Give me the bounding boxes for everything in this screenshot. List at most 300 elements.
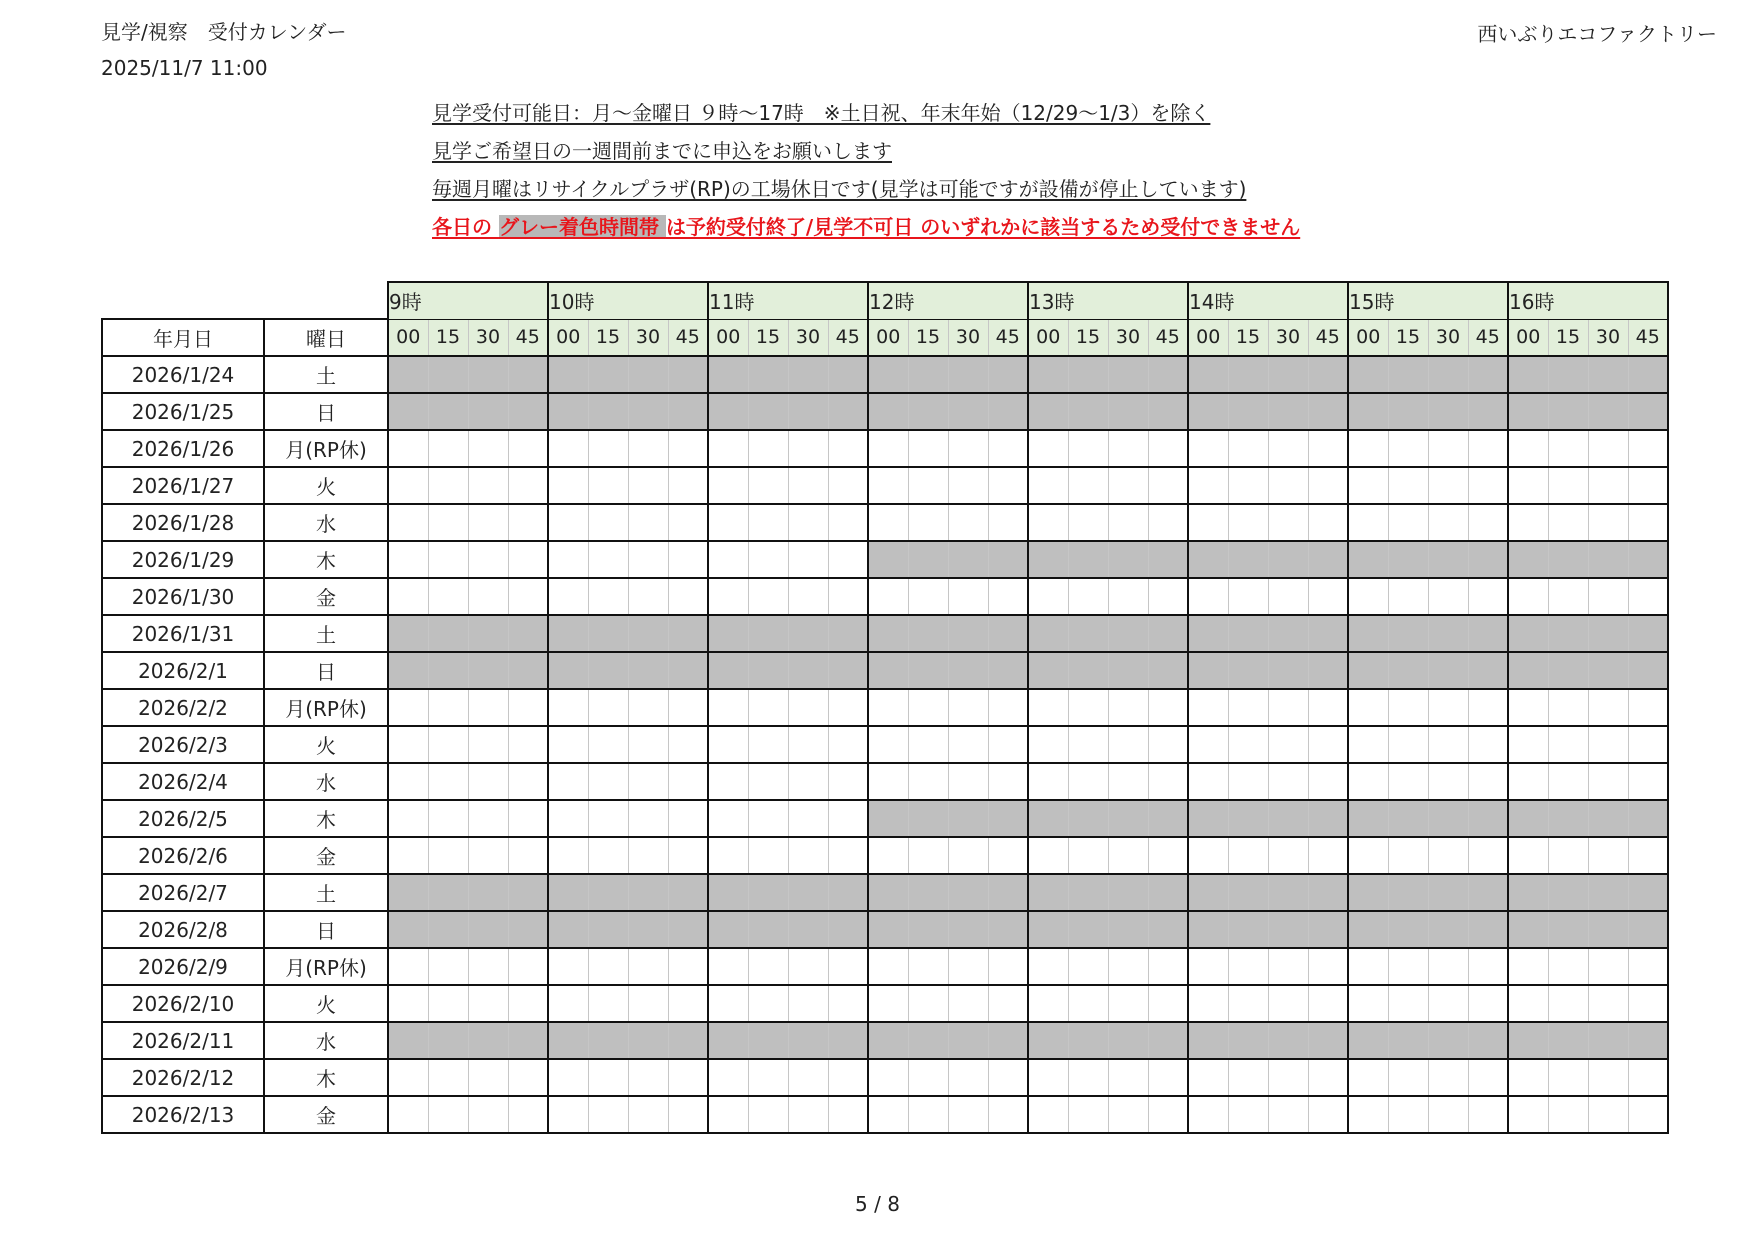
time-slot-blocked — [1428, 1022, 1468, 1059]
time-slot-open — [1268, 763, 1308, 800]
time-slot-open — [828, 504, 868, 541]
time-slot-open — [1228, 985, 1268, 1022]
time-slot-blocked — [1468, 911, 1508, 948]
time-slot-blocked — [668, 1022, 708, 1059]
time-slot-open — [908, 1096, 948, 1133]
time-slot-open — [1068, 763, 1108, 800]
time-slot-open — [1628, 467, 1668, 504]
time-slot-blocked — [548, 652, 588, 689]
time-slot-blocked — [1588, 393, 1628, 430]
time-slot-open — [1068, 1096, 1108, 1133]
time-slot-blocked — [588, 1022, 628, 1059]
weekday-cell: 木 — [264, 1059, 388, 1096]
time-slot-open — [1028, 689, 1068, 726]
time-slot-blocked — [1388, 911, 1428, 948]
time-slot-open — [908, 430, 948, 467]
time-slot-open — [788, 689, 828, 726]
time-slot-blocked — [1228, 652, 1268, 689]
time-slot-blocked — [1308, 356, 1348, 393]
time-slot-open — [1188, 948, 1228, 985]
time-slot-blocked — [548, 356, 588, 393]
weekday-cell: 日 — [264, 652, 388, 689]
time-slot-blocked — [1148, 541, 1188, 578]
time-slot-open — [1188, 763, 1228, 800]
table-row — [102, 504, 1668, 541]
time-slot-open — [1588, 985, 1628, 1022]
time-slot-open — [828, 763, 868, 800]
date-cell: 2026/1/31 — [102, 615, 264, 652]
time-slot-open — [548, 578, 588, 615]
time-slot-open — [1308, 689, 1348, 726]
time-slot-blocked — [788, 874, 828, 911]
time-slot-blocked — [1068, 356, 1108, 393]
time-slot-open — [588, 837, 628, 874]
hour-header: 11時 — [708, 282, 868, 319]
time-slot-open — [588, 1096, 628, 1133]
time-slot-open — [828, 948, 868, 985]
time-slot-open — [388, 1096, 428, 1133]
time-slot-open — [548, 985, 588, 1022]
time-slot-open — [988, 467, 1028, 504]
time-slot-blocked — [1588, 615, 1628, 652]
time-slot-blocked — [1028, 541, 1068, 578]
time-slot-open — [1508, 689, 1548, 726]
time-slot-open — [748, 726, 788, 763]
time-slot-open — [668, 504, 708, 541]
time-slot-blocked — [388, 874, 428, 911]
time-slot-open — [1588, 504, 1628, 541]
time-slot-blocked — [908, 615, 948, 652]
time-slot-blocked — [1468, 652, 1508, 689]
time-slot-open — [1428, 837, 1468, 874]
time-slot-blocked — [1508, 911, 1548, 948]
time-slot-blocked — [948, 911, 988, 948]
time-slot-open — [828, 726, 868, 763]
minute-header: 45 — [1468, 319, 1508, 356]
hour-header: 13時 — [1028, 282, 1188, 319]
time-slot-blocked — [1228, 356, 1268, 393]
time-slot-blocked — [1508, 874, 1548, 911]
time-slot-blocked — [548, 393, 588, 430]
time-slot-blocked — [948, 615, 988, 652]
time-slot-open — [1588, 948, 1628, 985]
time-slot-open — [428, 689, 468, 726]
time-slot-open — [708, 726, 748, 763]
time-slot-open — [1188, 504, 1228, 541]
time-slot-blocked — [1508, 615, 1548, 652]
time-slot-blocked — [1548, 541, 1588, 578]
time-slot-open — [1108, 1096, 1148, 1133]
time-slot-open — [1188, 1059, 1228, 1096]
time-slot-blocked — [1388, 615, 1428, 652]
time-slot-open — [1228, 1096, 1268, 1133]
table-row — [102, 430, 1668, 467]
time-slot-open — [1308, 578, 1348, 615]
time-slot-open — [668, 467, 708, 504]
time-slot-open — [1188, 689, 1228, 726]
time-slot-blocked — [1148, 356, 1188, 393]
time-slot-blocked — [1348, 615, 1388, 652]
time-slot-open — [548, 1096, 588, 1133]
weekday-cell: 木 — [264, 800, 388, 837]
time-slot-open — [708, 837, 748, 874]
time-slot-open — [1548, 837, 1588, 874]
table-row — [102, 985, 1668, 1022]
time-slot-blocked — [628, 652, 668, 689]
minute-header: 30 — [468, 319, 508, 356]
time-slot-blocked — [668, 615, 708, 652]
page-title: 見学/視察 受付カレンダー — [101, 20, 347, 44]
time-slot-blocked — [1188, 393, 1228, 430]
time-slot-blocked — [1628, 652, 1668, 689]
time-slot-open — [428, 948, 468, 985]
time-slot-open — [1428, 1096, 1468, 1133]
time-slot-open — [1068, 578, 1108, 615]
time-slot-blocked — [628, 356, 668, 393]
time-slot-open — [908, 985, 948, 1022]
time-slot-open — [1348, 948, 1388, 985]
table-row — [102, 837, 1668, 874]
time-slot-open — [868, 1096, 908, 1133]
time-slot-open — [1268, 726, 1308, 763]
time-slot-blocked — [1588, 1022, 1628, 1059]
time-slot-blocked — [988, 911, 1028, 948]
minute-header: 45 — [508, 319, 548, 356]
time-slot-open — [908, 763, 948, 800]
time-slot-open — [788, 985, 828, 1022]
time-slot-open — [1228, 763, 1268, 800]
time-slot-blocked — [1308, 800, 1348, 837]
time-slot-open — [628, 504, 668, 541]
table-row — [102, 763, 1668, 800]
time-slot-blocked — [468, 1022, 508, 1059]
time-slot-open — [1428, 689, 1468, 726]
time-slot-open — [548, 541, 588, 578]
time-slot-open — [1468, 430, 1508, 467]
time-slot-open — [1228, 578, 1268, 615]
time-slot-blocked — [1228, 800, 1268, 837]
time-slot-open — [548, 837, 588, 874]
weekday-cell: 金 — [264, 578, 388, 615]
time-slot-blocked — [668, 393, 708, 430]
time-slot-blocked — [548, 911, 588, 948]
time-slot-open — [1028, 837, 1068, 874]
time-slot-blocked — [1188, 541, 1228, 578]
time-slot-open — [1628, 1096, 1668, 1133]
time-slot-blocked — [1548, 911, 1588, 948]
table-row — [102, 689, 1668, 726]
time-slot-open — [388, 689, 428, 726]
time-slot-open — [1108, 1059, 1148, 1096]
time-slot-blocked — [1268, 1022, 1308, 1059]
time-slot-blocked — [508, 356, 548, 393]
time-slot-open — [908, 689, 948, 726]
time-slot-open — [1188, 467, 1228, 504]
time-slot-open — [948, 689, 988, 726]
time-slot-blocked — [1028, 874, 1068, 911]
time-slot-open — [1588, 726, 1628, 763]
time-slot-blocked — [1188, 911, 1228, 948]
time-slot-open — [868, 689, 908, 726]
time-slot-blocked — [948, 800, 988, 837]
time-slot-blocked — [1108, 911, 1148, 948]
time-slot-blocked — [468, 615, 508, 652]
time-slot-blocked — [1108, 541, 1148, 578]
time-slot-open — [748, 504, 788, 541]
time-slot-blocked — [1028, 800, 1068, 837]
time-slot-blocked — [1108, 874, 1148, 911]
time-slot-blocked — [1388, 356, 1428, 393]
time-slot-blocked — [1588, 356, 1628, 393]
time-slot-open — [468, 689, 508, 726]
time-slot-open — [1468, 504, 1508, 541]
time-slot-open — [1428, 504, 1468, 541]
time-slot-open — [588, 763, 628, 800]
time-slot-open — [988, 578, 1028, 615]
time-slot-open — [1348, 1096, 1388, 1133]
time-slot-open — [908, 726, 948, 763]
date-cell: 2026/2/1 — [102, 652, 264, 689]
time-slot-blocked — [588, 615, 628, 652]
time-slot-open — [1348, 504, 1388, 541]
time-slot-blocked — [428, 615, 468, 652]
time-slot-blocked — [1548, 615, 1588, 652]
time-slot-open — [1628, 504, 1668, 541]
time-slot-blocked — [388, 652, 428, 689]
time-slot-blocked — [468, 356, 508, 393]
time-slot-open — [1268, 689, 1308, 726]
minute-header: 30 — [1268, 319, 1308, 356]
time-slot-open — [828, 1059, 868, 1096]
time-slot-blocked — [708, 393, 748, 430]
time-slot-open — [788, 541, 828, 578]
time-slot-open — [948, 1059, 988, 1096]
time-slot-open — [828, 541, 868, 578]
time-slot-blocked — [1148, 874, 1188, 911]
time-slot-blocked — [588, 393, 628, 430]
time-slot-blocked — [908, 541, 948, 578]
time-slot-blocked — [908, 1022, 948, 1059]
time-slot-open — [1308, 467, 1348, 504]
time-slot-open — [1348, 1059, 1388, 1096]
time-slot-open — [1628, 689, 1668, 726]
time-slot-blocked — [1028, 1022, 1068, 1059]
time-slot-open — [588, 689, 628, 726]
time-slot-open — [1468, 1096, 1508, 1133]
time-slot-open — [428, 985, 468, 1022]
time-slot-open — [1508, 578, 1548, 615]
time-slot-open — [868, 726, 908, 763]
time-slot-open — [1628, 726, 1668, 763]
time-slot-blocked — [1628, 1022, 1668, 1059]
time-slot-blocked — [988, 356, 1028, 393]
time-slot-open — [1148, 504, 1188, 541]
time-slot-open — [708, 689, 748, 726]
time-slot-open — [428, 1059, 468, 1096]
time-slot-blocked — [988, 615, 1028, 652]
time-slot-open — [1068, 689, 1108, 726]
table-row — [102, 726, 1668, 763]
time-slot-open — [588, 578, 628, 615]
date-cell: 2026/1/29 — [102, 541, 264, 578]
time-slot-open — [508, 467, 548, 504]
time-slot-blocked — [748, 615, 788, 652]
time-slot-blocked — [1468, 615, 1508, 652]
time-slot-blocked — [1068, 911, 1108, 948]
time-slot-open — [508, 541, 548, 578]
date-cell: 2026/2/11 — [102, 1022, 264, 1059]
time-slot-open — [1228, 948, 1268, 985]
time-slot-open — [588, 1059, 628, 1096]
time-slot-blocked — [1108, 652, 1148, 689]
time-slot-open — [948, 726, 988, 763]
time-slot-blocked — [1388, 874, 1428, 911]
time-slot-open — [708, 985, 748, 1022]
time-slot-blocked — [988, 541, 1028, 578]
time-slot-open — [1588, 837, 1628, 874]
time-slot-blocked — [708, 1022, 748, 1059]
time-slot-open — [1388, 837, 1428, 874]
time-slot-blocked — [1388, 393, 1428, 430]
time-slot-blocked — [1548, 393, 1588, 430]
time-slot-blocked — [1268, 615, 1308, 652]
time-slot-open — [628, 578, 668, 615]
time-slot-blocked — [388, 356, 428, 393]
time-slot-open — [788, 948, 828, 985]
notice-rp-holiday: 毎週月曜はリサイクルプラザ(RP)の工場休日です(見学は可能ですが設備が停止しています) — [432, 177, 1247, 201]
time-slot-open — [988, 689, 1028, 726]
minute-header: 45 — [828, 319, 868, 356]
minute-header: 00 — [868, 319, 908, 356]
time-slot-blocked — [1388, 541, 1428, 578]
time-slot-open — [1548, 578, 1588, 615]
time-slot-open — [748, 541, 788, 578]
time-slot-blocked — [1428, 541, 1468, 578]
time-slot-open — [1388, 948, 1428, 985]
time-slot-blocked — [388, 615, 428, 652]
time-slot-blocked — [868, 1022, 908, 1059]
time-slot-open — [1348, 578, 1388, 615]
time-slot-open — [1628, 985, 1668, 1022]
table-row — [102, 541, 1668, 578]
time-slot-blocked — [788, 393, 828, 430]
time-slot-blocked — [748, 393, 788, 430]
time-slot-open — [1228, 467, 1268, 504]
time-slot-open — [668, 1096, 708, 1133]
time-slot-open — [388, 948, 428, 985]
time-slot-open — [668, 726, 708, 763]
time-slot-open — [708, 763, 748, 800]
weekday-cell: 水 — [264, 763, 388, 800]
time-slot-open — [788, 1059, 828, 1096]
time-slot-open — [1268, 467, 1308, 504]
time-slot-open — [1508, 504, 1548, 541]
time-slot-open — [948, 578, 988, 615]
time-slot-blocked — [468, 652, 508, 689]
time-slot-blocked — [1268, 541, 1308, 578]
time-slot-blocked — [1588, 652, 1628, 689]
time-slot-open — [508, 726, 548, 763]
time-slot-blocked — [708, 911, 748, 948]
time-slot-open — [1508, 948, 1548, 985]
time-slot-open — [1268, 985, 1308, 1022]
hour-header: 12時 — [868, 282, 1028, 319]
time-slot-open — [1068, 985, 1108, 1022]
time-slot-blocked — [988, 652, 1028, 689]
time-slot-blocked — [828, 1022, 868, 1059]
time-slot-open — [468, 504, 508, 541]
time-slot-blocked — [1028, 652, 1068, 689]
time-slot-blocked — [1468, 356, 1508, 393]
date-column-header: 年月日 — [102, 319, 264, 356]
time-slot-open — [1388, 763, 1428, 800]
time-slot-blocked — [628, 1022, 668, 1059]
time-slot-blocked — [868, 911, 908, 948]
time-slot-open — [1628, 948, 1668, 985]
minute-header: 15 — [428, 319, 468, 356]
time-slot-open — [1308, 1096, 1348, 1133]
time-slot-open — [1108, 985, 1148, 1022]
time-slot-open — [868, 578, 908, 615]
time-slot-open — [1348, 467, 1388, 504]
time-slot-blocked — [1468, 874, 1508, 911]
notice-apply-deadline: 見学ご希望日の一週間前までに申込をお願いします — [432, 139, 892, 163]
time-slot-open — [1108, 726, 1148, 763]
minute-header: 15 — [1228, 319, 1268, 356]
table-row — [102, 911, 1668, 948]
time-slot-open — [748, 1059, 788, 1096]
time-slot-open — [1468, 467, 1508, 504]
time-slot-open — [588, 985, 628, 1022]
weekday-cell: 土 — [264, 615, 388, 652]
time-slot-blocked — [1308, 652, 1348, 689]
time-slot-open — [508, 430, 548, 467]
time-slot-open — [508, 800, 548, 837]
time-slot-open — [668, 430, 708, 467]
time-slot-blocked — [1388, 800, 1428, 837]
time-slot-open — [1428, 985, 1468, 1022]
time-slot-blocked — [788, 911, 828, 948]
time-slot-open — [1268, 578, 1308, 615]
time-slot-open — [1028, 467, 1068, 504]
time-slot-open — [1628, 1059, 1668, 1096]
minute-header: 00 — [1348, 319, 1388, 356]
time-slot-open — [788, 504, 828, 541]
time-slot-open — [788, 430, 828, 467]
time-slot-blocked — [1428, 652, 1468, 689]
time-slot-open — [1468, 1059, 1508, 1096]
time-slot-open — [868, 504, 908, 541]
time-slot-open — [828, 800, 868, 837]
time-slot-blocked — [388, 1022, 428, 1059]
time-slot-open — [668, 948, 708, 985]
time-slot-open — [1508, 985, 1548, 1022]
time-slot-open — [1068, 430, 1108, 467]
time-slot-blocked — [468, 393, 508, 430]
time-slot-open — [1548, 689, 1588, 726]
time-slot-open — [1108, 578, 1148, 615]
table-row — [102, 393, 1668, 430]
time-slot-blocked — [748, 1022, 788, 1059]
time-slot-open — [428, 1096, 468, 1133]
time-slot-open — [468, 837, 508, 874]
time-slot-open — [1548, 504, 1588, 541]
time-slot-open — [868, 985, 908, 1022]
page-number: 5 / 8 — [855, 1192, 900, 1216]
time-slot-open — [388, 1059, 428, 1096]
time-slot-blocked — [1148, 911, 1188, 948]
weekday-cell: 火 — [264, 985, 388, 1022]
